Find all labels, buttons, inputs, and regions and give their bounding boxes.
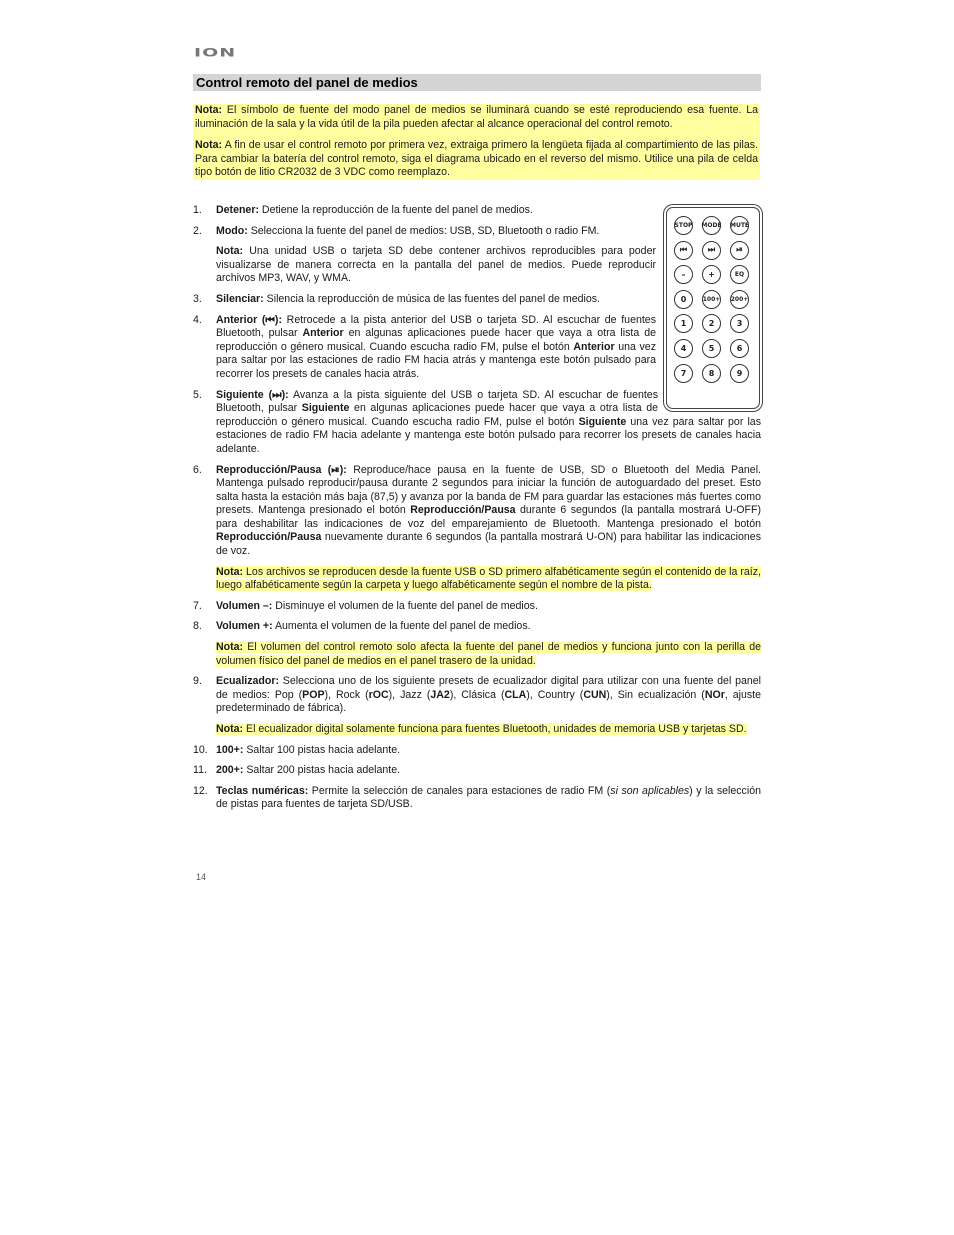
- list-item-skip-100: 10. 100+: Saltar 100 pistas hacia adelante.: [193, 743, 401, 756]
- remote-button-12: 1: [674, 314, 693, 333]
- remote-button-0: STOP: [674, 216, 693, 235]
- remote-button-10: 100+: [702, 290, 721, 309]
- remote-button-16: 5: [702, 339, 721, 358]
- section-title: Control remoto del panel de medios: [196, 75, 418, 90]
- remote-button-14: 3: [730, 314, 749, 333]
- ion-logo: ION: [194, 46, 237, 60]
- remote-button-9: 0: [674, 290, 693, 309]
- list-item-equalizer: 9. Ecualizador: Selecciona uno de los siguiente presets de ecualizador digital para utilizar con una fuente del panel de medios: Pop (POP), Rock (rOC), Jazz (JA2), Clásica (CLA), Country (CUN), Sin ecualización (NOr, ajuste predeterminado de fábrica).: [193, 675, 762, 715]
- remote-button-13: 2: [702, 314, 721, 333]
- remote-button-6: –: [674, 265, 693, 284]
- list-item-skip-200: 11. 200+: Saltar 200 pistas hacia adelante.: [193, 764, 401, 777]
- remote-button-3: ⏮: [674, 241, 693, 260]
- list-item-play-pause: 6. Reproducción/Pausa (⏯): Reproduce/hace pausa en la fuente de USB, SD o Bluetooth del Media Panel. Mantenga pulsado reproducir/pausa durante 2 segundos para iniciar la función de autoguardado del preset. Esto salta hasta la estación más baja (87,5) y avanza por la banda de FM para guardar las estaciones más fuertes como presets. Mantenga presionado el botón Reproducción/Pausa durante 6 segundos (la pantalla mostrará U-OFF) para deshabilitar las indicaciones de voz del emparejamiento de Bluetooth. Mantenga presionado el botón Reproducción/Pausa nuevamente durante 6 segundos (la pantalla mostrará U-ON) para habilitar las indicaciones de voz.: [193, 463, 762, 558]
- list-item-next: 5. Siguiente (⏭): Avanza a la pista siguiente del USB o tarjeta SD. Al escuchar de fuentes Bluetooth, pulsar Siguiente en algunas aplicaciones puede hacer que vaya a otra lista de reproducción o género musical. Cuando escucha radio FM, pulse el botón Siguiente una vez para saltar por las estaciones de radio FM hacia adelante y mantenga este botón pulsado para recorrer los presets de canales hacia adelante.: [193, 388, 761, 455]
- remote-button-18: 7: [674, 364, 693, 383]
- remote-button-4: ⏭: [702, 241, 721, 260]
- remote-button-11: 200+: [730, 290, 749, 309]
- note-mode: Nota: Una unidad USB o tarjeta SD debe contener archivos reproducibles para poder visualizarse de manera correcta en la pantalla del panel de medios. Puede reproducir archivos MP3, WAV, y WMA.: [216, 245, 656, 285]
- remote-button-19: 8: [702, 364, 721, 383]
- remote-button-5: ⏯: [730, 241, 749, 260]
- remote-button-1: MODE: [702, 216, 721, 235]
- list-item-volume-up: 8. Volumen +: Aumenta el volumen de la fuente del panel de medios.: [193, 620, 531, 633]
- instruction-list: [193, 204, 761, 819]
- note-play-pause: Nota: Los archivos se reproducen desde la fuente USB o SD primero alfabéticamente según el contenido de la raíz, luego alfabéticamente según la carpeta y luego alfabéticamente según el nombre de la pista.: [216, 565, 761, 592]
- list-item-previous: 4. Anterior (⏮): Retrocede a la pista anterior del USB o tarjeta SD. Al escuchar de fuentes Bluetooth, pulsar Anterior en algunas aplicaciones puede hacer que vaya a otra lista de reproducción o género musical. Cuando escucha radio FM, pulse el botón Anterior una vez para saltar por las estaciones de radio FM hacia atrás y mantenga este botón pulsado para recorrer los presets de canales hacia atrás.: [193, 313, 656, 380]
- list-item-stop: 1. Detener: Detiene la reproducción de la fuente del panel de medios.: [193, 204, 533, 216]
- remote-button-17: 6: [730, 339, 749, 358]
- note-2: Nota: A fin de usar el control remoto por primera vez, extraiga primero la lengüeta fijada al compartimiento de las pilas. Para cambiar la batería del control remoto, siga el diagrama ubicado en el reverso del mismo. Utilice una pila de celda tipo botón de litio CR2032 de 3 VDC como reemplazo.: [195, 139, 758, 179]
- note-1: Nota: El símbolo de fuente del modo panel de medios se iluminará cuando se esté reproduciendo esa fuente. La iluminación de la sala y la vida útil de la pila pueden afectar al alcance operacional del control remoto.: [195, 104, 758, 130]
- list-item-volume-down: 7. Volumen –: Disminuye el volumen de la fuente del panel de medios.: [193, 599, 538, 612]
- remote-button-8: EQ: [730, 265, 749, 284]
- page-number: 14: [196, 872, 207, 882]
- remote-button-2: MUTE: [730, 216, 749, 235]
- remote-button-7: +: [702, 265, 721, 284]
- list-item-mute: 3. Silenciar: Silencia la reproducción de música de las fuentes del panel de medios.: [193, 292, 600, 305]
- remote-button-20: 9: [730, 364, 749, 383]
- remote-button-15: 4: [674, 339, 693, 358]
- note-equalizer: Nota: El ecualizador digital solamente funciona para fuentes Bluetooth, unidades de memoria USB y tarjetas SD.: [216, 723, 747, 735]
- list-item-number-keys: 12. Teclas numéricas: Permite la selección de canales para estaciones de radio FM (si son aplicables) y la selección de pistas para fuentes de tarjeta SD/USB.: [193, 784, 761, 811]
- list-item-mode: 2. Modo: Selecciona la fuente del panel de medios: USB, SD, Bluetooth o radio FM.: [193, 224, 600, 237]
- note-volume: Nota: El volumen del control remoto solo afecta la fuente del panel de medios y funciona junto con la perilla de volumen físico del panel de medios en el panel trasero de la unidad.: [216, 641, 761, 667]
- top-notes: [193, 104, 760, 180]
